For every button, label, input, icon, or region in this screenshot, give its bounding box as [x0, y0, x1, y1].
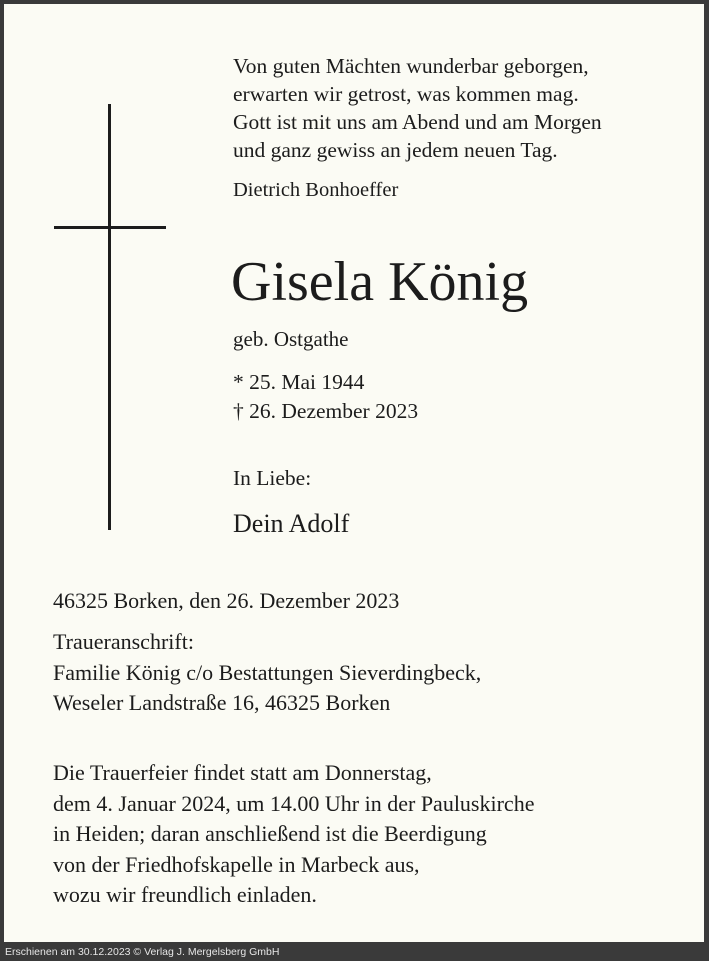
- mourners-intro: In Liebe:: [233, 466, 312, 490]
- service-line: wozu wir freundlich einladen.: [53, 882, 317, 907]
- life-dates: [233, 368, 418, 426]
- mourners-names: Dein Adolf: [233, 509, 350, 538]
- service-line: in Heiden; daran anschließend ist die Beerdigung: [53, 821, 487, 846]
- address-line: Weseler Landstraße 16, 46325 Borken: [53, 690, 391, 715]
- address-line: Familie König c/o Bestattungen Sieverdingbeck,: [53, 659, 482, 685]
- service-line: dem 4. Januar 2024, um 14.00 Uhr in der Pauluskirche: [53, 790, 535, 816]
- service-line: Die Trauerfeier findet statt am Donnerstag,: [53, 760, 432, 785]
- obituary-card: [4, 4, 704, 942]
- birth-name: geb. Ostgathe: [233, 327, 349, 351]
- poem-author: Dietrich Bonhoeffer: [233, 179, 399, 201]
- deceased-name: Gisela König: [231, 251, 529, 313]
- cross-icon-horizontal-bar: [54, 226, 166, 229]
- death-date: † 26. Dezember 2023: [233, 399, 419, 423]
- poem-line: erwarten wir getrost, was kommen mag.: [233, 82, 579, 106]
- poem-line: und ganz gewiss an jedem neuen Tag.: [233, 138, 558, 162]
- address-line: Traueranschrift:: [53, 629, 194, 654]
- publication-footer: Erschienen am 30.12.2023 © Verlag J. Mergelsberg GmbH: [0, 943, 709, 961]
- poem-line: Gott ist mit uns am Abend und am Morgen: [233, 110, 602, 134]
- poem-quote: [233, 52, 602, 164]
- birth-date: * 25. Mai 1944: [233, 370, 365, 394]
- poem-line: Von guten Mächten wunderbar geborgen,: [233, 54, 589, 78]
- place-and-date: 46325 Borken, den 26. Dezember 2023: [53, 588, 400, 613]
- funeral-service-info: [53, 758, 534, 911]
- mourning-address: [53, 627, 481, 719]
- cross-icon-vertical-bar: [108, 104, 111, 530]
- service-line: von der Friedhofskapelle in Marbeck aus,: [53, 851, 420, 877]
